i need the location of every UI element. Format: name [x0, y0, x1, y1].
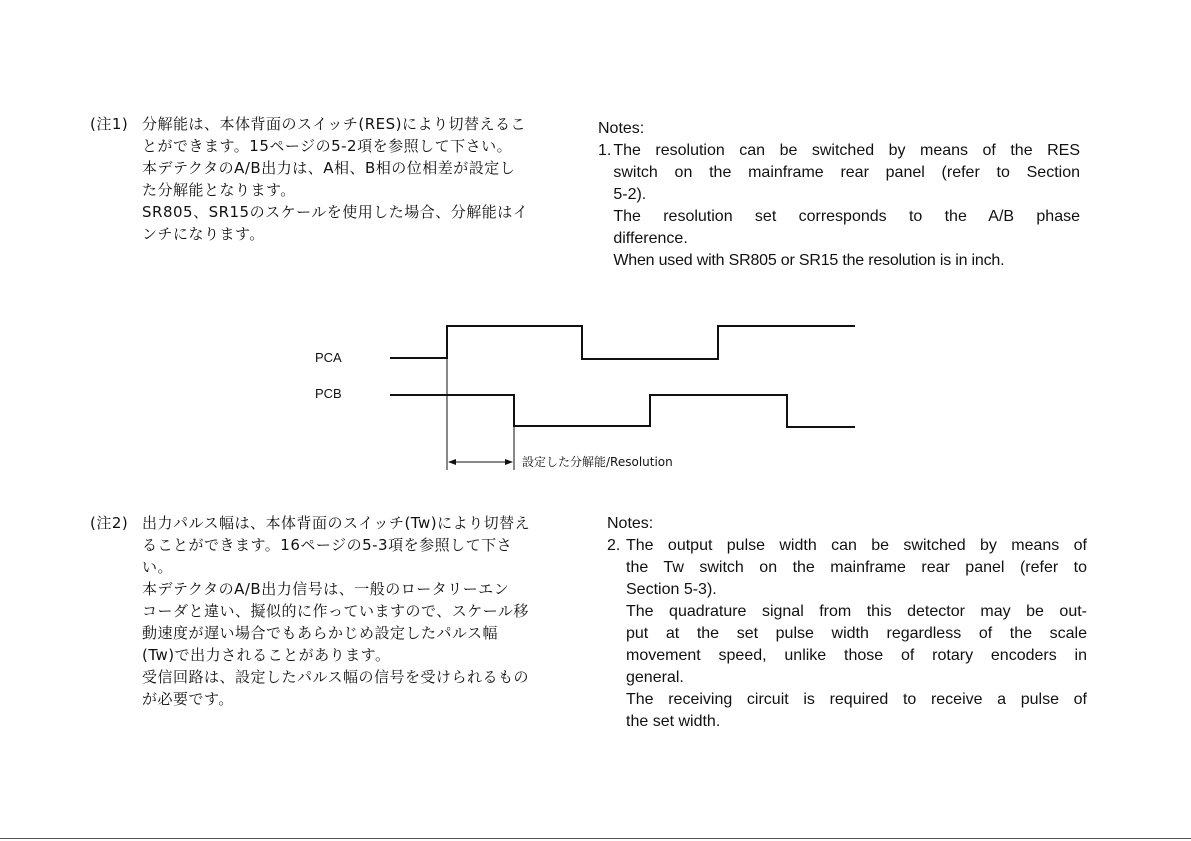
note2-jp-line: 受信回路は、設定したパルス幅の信号を受けられるもの: [142, 668, 530, 686]
note1-jp-line: とができます。15ページの5-2項を参照して下さい。: [142, 137, 513, 155]
note1-en-line: 5-2).: [613, 186, 647, 203]
note1-en-line: The resolution set corresponds to the A/B phase: [613, 208, 1080, 225]
note1-jp: [90, 113, 570, 263]
note2-jp-line: (Tw)で出力されることがあります。: [142, 646, 391, 664]
note1-en-heading: Notes:: [598, 120, 645, 137]
dimension-arrow-right: [505, 459, 513, 465]
note1-en: [598, 118, 1080, 272]
note1-en-line: The resolution can be switched by means of the RES: [613, 142, 1080, 159]
note1-jp-line: ンチになります。: [142, 225, 265, 243]
note1-jp-line: 本デテクタのA/B出力は、A相、B相の位相差が設定し: [142, 159, 516, 177]
note2-jp-line: ることができます。16ページの5-3項を参照して下さ: [142, 536, 513, 554]
dimension-arrow-left: [448, 459, 456, 465]
note1-en-line: When used with SR805 or SR15 the resolution is in inch.: [613, 252, 1005, 269]
note1-en-line: difference.: [613, 230, 688, 247]
pca-waveform: [390, 326, 855, 359]
note2-jp-line: コーダと違い、擬似的に作っていますので、スケール移: [142, 602, 529, 620]
note1-en-line: switch on the mainframe rear panel (refer to Section: [613, 164, 1080, 181]
note2-en-number: 2.: [607, 537, 621, 554]
note2-jp-marker: (注2): [90, 514, 129, 532]
note2-jp-line: い。: [142, 558, 174, 576]
pcb-waveform: [390, 395, 855, 427]
note2-jp: [90, 512, 570, 722]
note2-en-line: put at the set pulse width regardless of the scale: [626, 625, 1087, 642]
note1-jp-line: 分解能は、本体背面のスイッチ(RES)により切替えるこ: [142, 115, 527, 133]
note2-en-line: the set width.: [626, 713, 721, 730]
note1-jp-line: た分解能となります。: [142, 181, 296, 199]
note1-jp-line: SR805、SR15のスケールを使用した場合、分解能はイ: [142, 203, 529, 221]
pcb-label: PCB: [315, 386, 342, 401]
pca-label: PCA: [315, 350, 342, 365]
note2-en: [607, 513, 1087, 733]
note2-en-line: movement speed, unlike those of rotary encoders in: [626, 647, 1087, 664]
page-bottom-rule: [0, 838, 1191, 839]
note2-en-heading: Notes:: [607, 515, 654, 532]
note2-en-line: The quadrature signal from this detector may be out-: [626, 603, 1087, 620]
note2-jp-line: 動速度が遅い場合でもあらかじめ設定したパルス幅: [142, 624, 499, 642]
note1-jp-marker: (注1): [90, 115, 129, 133]
note1-en-number: 1.: [598, 142, 612, 159]
note2-jp-line: が必要です。: [142, 690, 234, 708]
note2-jp-line: 本デテクタのA/B出力信号は、一般のロータリーエン: [142, 580, 510, 598]
resolution-label: 設定した分解能/Resolution: [522, 455, 673, 469]
timing-diagram: [300, 310, 880, 480]
note2-en-line: Section 5-3).: [626, 581, 717, 598]
note2-en-line: the Tw switch on the mainframe rear panel (refer to: [626, 559, 1087, 576]
note2-en-line: The receiving circuit is required to receive a pulse of: [626, 691, 1087, 708]
note2-jp-line: 出力パルス幅は、本体背面のスイッチ(Tw)により切替え: [142, 514, 531, 532]
note2-en-line: general.: [626, 669, 684, 686]
note2-en-line: The output pulse width can be switched by means of: [626, 537, 1087, 554]
